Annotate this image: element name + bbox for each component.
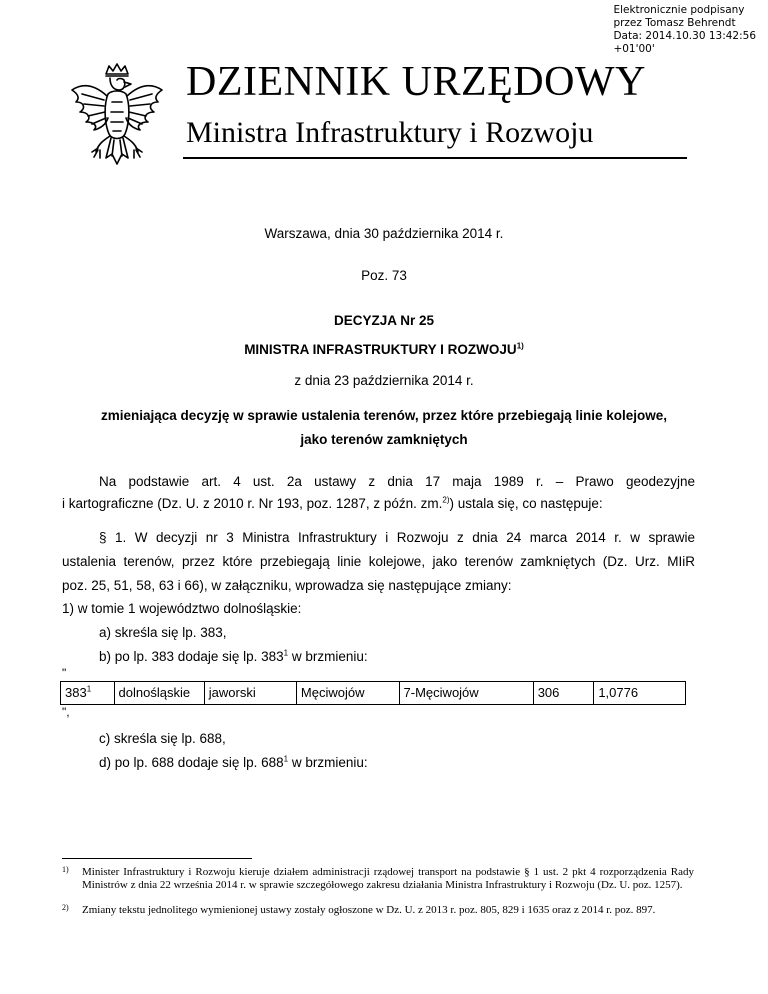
footnote-ref: 1) <box>516 341 524 351</box>
footnote-ref: 2) <box>442 495 450 505</box>
item-b-text-end: w brzmieniu: <box>288 649 368 664</box>
table-row <box>61 682 686 705</box>
intro-line-1: Na podstawie art. 4 ust. 2a ustawy z dnia 17 maja 1989 r. – Prawo geodezyjne <box>99 474 695 489</box>
intro-text: i kartograficzne (Dz. U. z 2010 r. Nr 193, poz. 1287, z późn. zm. <box>62 496 443 511</box>
decision-number: DECYZJA Nr 25 <box>333 313 435 328</box>
list-item-1: 1) w tomie 1 województwo dolnośląskie: <box>62 601 302 616</box>
eagle-emblem-icon <box>62 60 172 190</box>
list-item-c: c) skreśla się lp. 688, <box>99 731 226 746</box>
footnote-divider <box>62 858 252 859</box>
signature-line: przez Tomasz Behrendt <box>613 17 736 29</box>
lp-value: 383 <box>65 685 87 700</box>
cell-lp <box>61 682 115 705</box>
footnote-number: 1) <box>62 865 69 874</box>
issuer-name: MINISTRA INFRASTRUKTURY I ROZWOJU <box>244 342 517 357</box>
journal-subtitle: Ministra Infrastruktury i Rozwoju <box>186 116 594 149</box>
cell-parcel: 306 <box>533 682 594 705</box>
item-b-text: b) po lp. 383 dodaje się lp. 383 <box>99 649 284 664</box>
footnote-1 <box>62 866 694 891</box>
decision-date: z dnia 23 października 2014 r. <box>294 373 474 388</box>
footnote-2 <box>62 904 694 917</box>
superscript: 1 <box>86 684 92 694</box>
parcel-table <box>60 681 686 705</box>
paragraph-1-line-1: § 1. W decyzji nr 3 Ministra Infrastruktury i Rozwoju z dnia 24 marca 2014 r. w sprawie <box>99 530 695 545</box>
signature-line: Elektronicznie podpisany <box>613 4 745 16</box>
decision-subject-line2: jako terenów zamkniętych <box>300 432 468 447</box>
signature-line: Data: 2014.10.30 13:42:56 <box>613 30 756 42</box>
decision-issuer <box>0 342 768 357</box>
list-item-a: a) skreśla się lp. 383, <box>99 625 227 640</box>
position-number: Poz. 73 <box>361 268 407 283</box>
journal-title: DZIENNIK URZĘDOWY <box>186 59 646 105</box>
header-divider <box>183 157 687 159</box>
footnote-text: Minister Infrastruktury i Rozwoju kieruje działem administracji rządowej transport na podstawie § 1 ust. 2 pkt 4 rozporządzenia Rady Ministrów z dnia 22 września 2014 r. w sprawie szczegółowego zakresu działania Ministra Infrastruktury i Rozwoju (Dz. U. poz. 1257). <box>82 866 694 891</box>
cell-county: jaworski <box>204 682 296 705</box>
paragraph-1-line-2: ustalenia terenów, przez które przebiegają linie kolejowe, jako terenów zamkniętych (Dz. Urz. MIiR <box>62 554 695 569</box>
list-item-b <box>99 645 368 669</box>
signature-line: +01'00' <box>613 43 655 55</box>
footnote-number: 2) <box>62 903 69 912</box>
quote-open: " <box>62 666 67 680</box>
intro-text-end: ) ustala się, co następuje: <box>449 496 603 511</box>
cell-commune: Męciwojów <box>296 682 399 705</box>
cell-voivodeship: dolnośląskie <box>114 682 204 705</box>
superscript: 1 <box>283 754 289 764</box>
quote-close: ", <box>62 705 70 719</box>
digital-signature <box>613 4 756 56</box>
item-d-text: d) po lp. 688 dodaje się lp. 688 <box>99 755 284 770</box>
superscript: 1 <box>283 648 289 658</box>
intro-line-2 <box>62 492 702 516</box>
footnote-text: Zmiany tekstu jednolitego wymienionej ustawy zostały ogłoszone w Dz. U. z 2013 r. poz. 805, 829 i 1635 oraz z 2014 r. poz. 897. <box>82 904 656 916</box>
paragraph-1-line-3: poz. 25, 51, 58, 63 i 66), w załączniku, wprowadza się następujące zmiany: <box>62 578 512 593</box>
place-and-date: Warszawa, dnia 30 października 2014 r. <box>264 226 504 241</box>
item-d-text-end: w brzmieniu: <box>288 755 368 770</box>
list-item-d <box>99 751 368 775</box>
decision-subject-line1: zmieniająca decyzję w sprawie ustalenia terenów, przez które przebiegają linie kolejowe, <box>101 408 667 423</box>
cell-area: 1,0776 <box>594 682 686 705</box>
cell-precinct: 7-Męciwojów <box>399 682 533 705</box>
